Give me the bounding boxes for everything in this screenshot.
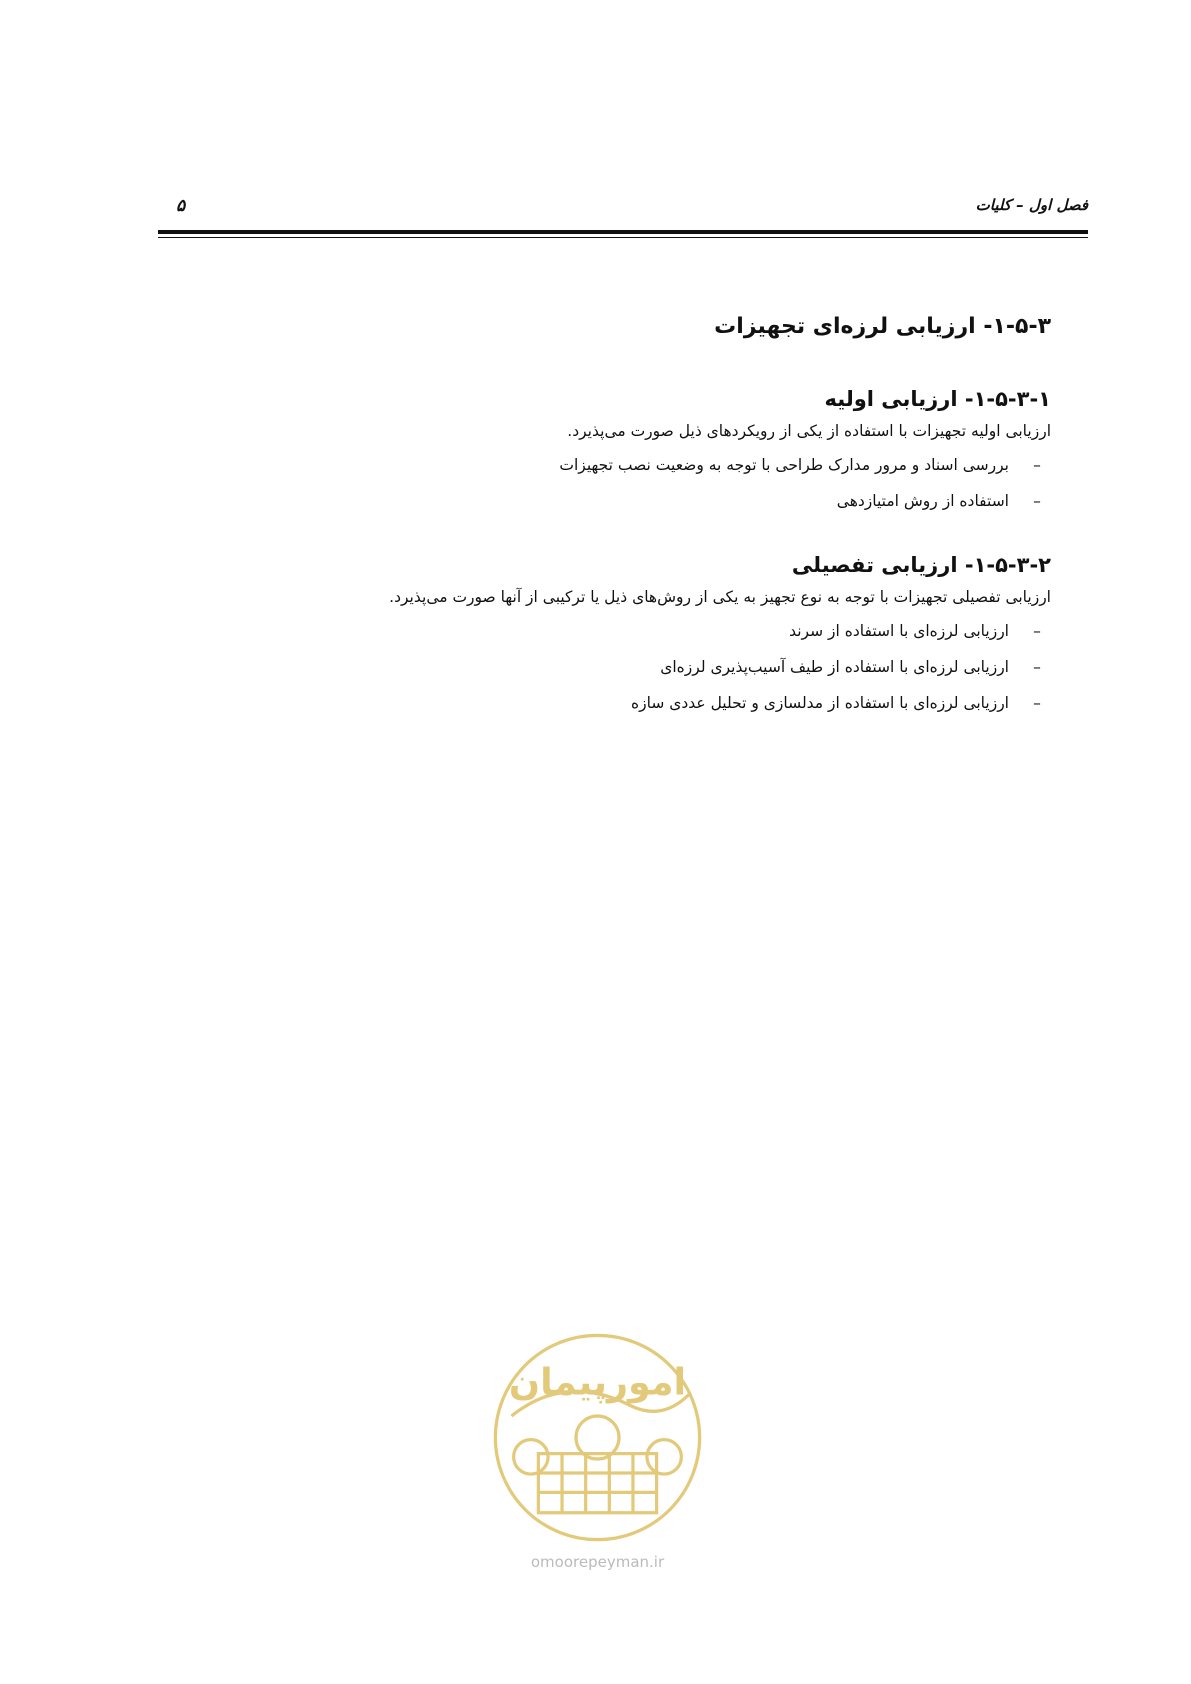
chapter-title: فصل اول – کلیات	[975, 196, 1088, 214]
section-heading: ۱-۵-۳- ارزیابی لرزه‌ای تجهیزات	[714, 314, 1051, 339]
header-rule-thick	[158, 230, 1088, 234]
list-item-text: ارزیابی لرزه‌ای با استفاده از مدلسازی و تحلیل عددی سازه	[630, 694, 1009, 712]
watermark-url: omoorepeyman.ir	[530, 1553, 665, 1571]
list-item	[300, 691, 1051, 715]
list-marker: –	[1033, 694, 1041, 712]
list-item	[300, 655, 1051, 679]
list-item	[300, 619, 1051, 643]
list-item-text: بررسی اسناد و مرور مدارک طراحی با توجه به وضعیت نصب تجهیزات	[559, 456, 1009, 474]
list-item-text: استفاده از روش امتیازدهی	[836, 492, 1009, 510]
subsection-heading-preliminary: ۱-۵-۳-۱- ارزیابی اولیه	[824, 387, 1051, 411]
list-item	[300, 453, 1051, 477]
detailed-list	[300, 619, 1051, 715]
list-item	[300, 489, 1051, 513]
list-item-text: ارزیابی لرزه‌ای با استفاده از سرند	[789, 622, 1009, 640]
list-marker: –	[1033, 622, 1041, 640]
detailed-paragraph: ارزیابی تفصیلی تجهیزات با توجه به نوع تجهیز به یکی از روش‌های ذیل یا ترکیبی از آنها صورت می‌پذیرد.	[389, 588, 1051, 606]
preliminary-list	[300, 453, 1051, 513]
list-marker: –	[1033, 658, 1041, 676]
watermark-logo-icon	[490, 1330, 705, 1545]
subsection-heading-detailed: ۱-۵-۳-۲- ارزیابی تفصیلی	[791, 553, 1051, 577]
list-item-text: ارزیابی لرزه‌ای با استفاده از طیف آسیب‌پذیری لرزه‌ای	[660, 658, 1009, 676]
page-header	[158, 196, 1088, 220]
list-marker: –	[1033, 492, 1041, 510]
page-content	[300, 314, 1051, 755]
header-rule-thin	[158, 237, 1088, 238]
page-number: ۵	[176, 196, 186, 216]
preliminary-paragraph: ارزیابی اولیه تجهیزات با استفاده از یکی از رویکردهای ذیل صورت می‌پذیرد.	[567, 422, 1051, 440]
list-marker: –	[1033, 456, 1041, 474]
watermark-logo-text: امورپیمان	[508, 1360, 687, 1404]
